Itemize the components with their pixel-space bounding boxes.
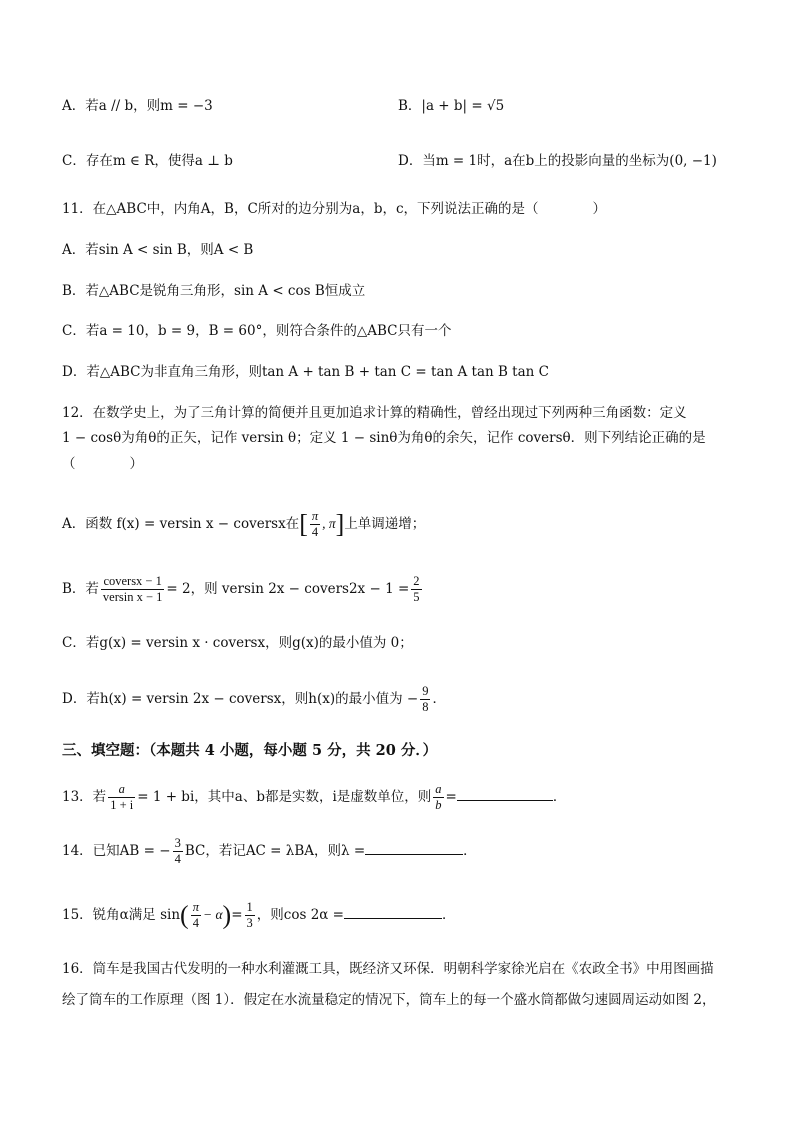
q11-option-c: C．若a = 10，b = 9，B = 60°，则符合条件的△ABC只有一个 <box>62 323 452 339</box>
q10-option-c: C．存在m ∈ R，使得a ⊥ b <box>62 153 233 169</box>
answer-blank[interactable] <box>457 800 553 801</box>
q12-stem-line3: （ ） <box>62 456 143 472</box>
q13-fraction: $\frac{a}{1 + i}$ <box>110 782 134 812</box>
q10-option-d: D．当m = 1时，a在b上的投影向量的坐标为(0, −1) <box>398 153 717 169</box>
q15: 15．锐角α满足 sin( $\frac{\pi}{4}$ − α)= $\frac{1}{3}$ ，则cos 2α = ． <box>62 900 456 930</box>
q12-option-b: B．若 $\frac{\text{coversx − 1}}{\text{versin x − 1}}$ = 2，则 versin 2x − covers2x − 1 = $\frac{2}{5}$ <box>62 574 420 604</box>
q13: 13．若 $\frac{a}{1 + i}$ = 1 + bi，其中a、b都是实数，i是虚数单位，则 $\frac{a}{b}$ = ． <box>62 782 567 812</box>
q12-option-d: D．若h(x) = versin 2x − coversx，则h(x)的最小值为 − $\frac{9}{8}$ ． <box>62 684 446 714</box>
q11-option-d: D．若△ABC为非直角三角形，则tan A + tan B + tan C = tan A tan B tan C <box>62 364 549 380</box>
left-bracket: [ <box>299 509 308 539</box>
q11-option-b: B．若△ABC是锐角三角形，sin A < cos B恒成立 <box>62 283 366 299</box>
answer-blank[interactable] <box>365 854 463 855</box>
right-bracket: ] <box>335 509 345 539</box>
q12-b-fraction: $\frac{\text{coversx − 1}}{\text{versin x − 1}}$ <box>102 574 163 604</box>
q12-a-fraction: $\frac{\pi}{4}$ <box>311 509 319 539</box>
q12-stem-line1: 12．在数学史上，为了三角计算的简便并且更加追求计算的精确性，曾经出现过下列两种三角函数：定义 <box>62 405 687 421</box>
left-paren: ( <box>180 900 189 930</box>
answer-blank[interactable] <box>344 918 442 919</box>
q11-option-a: A．若sin A < sin B，则A < B <box>62 242 254 258</box>
q16-line2: 绘了筒车的工作原理（图 1）．假定在水流量稳定的情况下，筒车上的每一个盛水筒都做匀速圆周运动如图 2， <box>62 992 716 1008</box>
q14-fraction: $\frac{3}{4}$ <box>174 836 181 866</box>
q12-b-fraction2: $\frac{2}{5}$ <box>413 574 420 604</box>
q12-option-a: A．函数 f(x) = versin x − coversx在[ $\frac{\pi}{4}$ , π]上单调递增； <box>62 509 426 539</box>
right-paren: ) <box>222 900 232 930</box>
q12-stem-line2: 1 − cosθ为角θ的正矢，记作 versin θ；定义 1 − sinθ为角θ的余矢，记作 coversθ．则下列结论正确的是 <box>62 430 706 446</box>
q10-option-b: B．|a + b| = √5 <box>398 98 505 114</box>
q12-a-post: 上单调递增； <box>344 516 426 532</box>
q12-d-fraction: $\frac{9}{8}$ <box>422 684 429 714</box>
q13-fraction2: $\frac{a}{b}$ <box>435 782 442 812</box>
q15-fraction: $\frac{1}{3}$ <box>246 900 253 930</box>
q12-option-c: C．若g(x) = versin x · coversx，则g(x)的最小值为 0； <box>62 635 413 651</box>
q11-stem: 11．在△ABC中，内角A，B，C所对的边分别为a，b，c，下列说法正确的是（ ） <box>62 201 607 217</box>
q12-a-text: A．函数 f(x) = versin x − coversx在 <box>62 516 300 532</box>
q14: 14．已知AB = − $\frac{3}{4}$ BC，若记AC = λBA，则λ = ． <box>62 836 477 866</box>
q10-option-a: A．若a // b，则m = −3 <box>62 98 213 114</box>
section-heading: 三、填空题：（本题共 4 小题，每小题 5 分，共 20 分．） <box>62 742 438 759</box>
q16-line1: 16．筒车是我国古代发明的一种水利灌溉工具，既经济又环保．明朝科学家徐光启在《农政全书》中用图画描 <box>62 961 714 977</box>
q15-inner-fraction: $\frac{\pi}{4}$ <box>192 900 199 930</box>
